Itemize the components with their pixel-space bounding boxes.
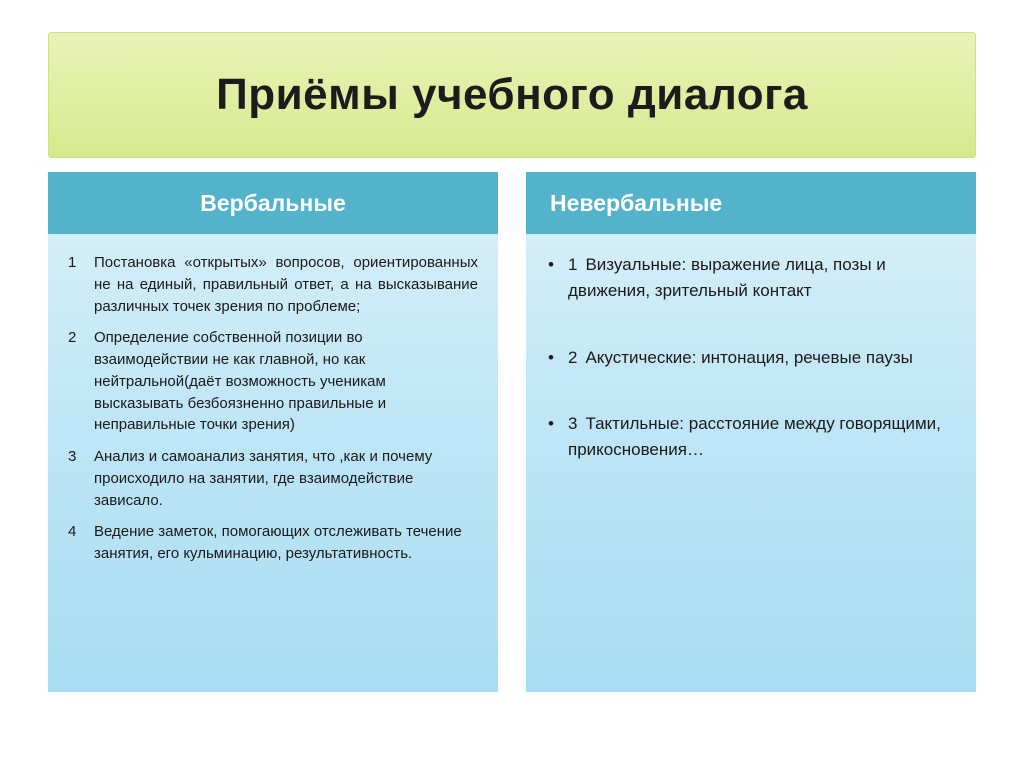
- list-item-number: 1: [68, 254, 77, 271]
- list-item-number: 3: [68, 448, 77, 465]
- list-item-number: 3: [568, 414, 578, 434]
- bullet-icon: •: [548, 347, 554, 367]
- list-item: [64, 446, 478, 511]
- list-item: [542, 252, 956, 305]
- list-item-body: Акустические: интонация, речевые паузы: [585, 347, 913, 367]
- column-header-verbal-label: Вербальные: [200, 189, 346, 216]
- column-header-verbal: [48, 172, 498, 234]
- column-nonverbal: [526, 172, 976, 692]
- bullet-icon: •: [548, 414, 554, 434]
- column-header-nonverbal: [526, 172, 976, 234]
- columns-container: [48, 172, 976, 692]
- bullet-icon: •: [548, 255, 554, 274]
- list-item-text: [568, 411, 956, 464]
- list-item-text: Ведение заметок, помогающих отслеживать течение занятия, его кульминацию, результативность.: [94, 523, 462, 562]
- page-title: Приёмы учебного диалога: [216, 69, 808, 119]
- list-item: [542, 411, 956, 464]
- list-item-text: Определение собственной позиции во взаимодействии не как главной, но как нейтральной(даёт возможность ученикам высказывать безбоязненно правильные и неправильные точки зрения): [94, 329, 387, 434]
- column-body-verbal: [48, 234, 498, 692]
- list-item: [542, 345, 956, 371]
- column-body-nonverbal: [526, 234, 976, 692]
- list-item: [64, 327, 478, 436]
- list-item-body: Тактильные: расстояние между говорящими, прикосновения…: [568, 414, 941, 460]
- column-verbal: [48, 172, 498, 692]
- list-item-body: Визуальные: выражение лица, позы и движения, зрительный контакт: [568, 255, 886, 301]
- slide-title-bar: [48, 32, 976, 158]
- list-item-number: 2: [68, 329, 77, 347]
- list-item: [64, 521, 478, 565]
- list-item-text: Анализ и самоанализ занятия, что ,как и почему происходило на занятии, где взаимодействие зависало.: [94, 448, 433, 509]
- list-item-text: [568, 345, 956, 371]
- list-item-number: 4: [68, 523, 77, 541]
- list-item: [64, 252, 478, 317]
- list-item-number: 1: [568, 255, 578, 274]
- list-item-text: [568, 252, 956, 305]
- column-header-nonverbal-label: Невербальные: [550, 189, 723, 216]
- list-item-number: 2: [568, 347, 578, 367]
- list-item-text: Постановка «открытых» вопросов, ориентированных не на единый, правильный ответ, а на высказывание различных точек зрения по проблеме;: [94, 254, 478, 315]
